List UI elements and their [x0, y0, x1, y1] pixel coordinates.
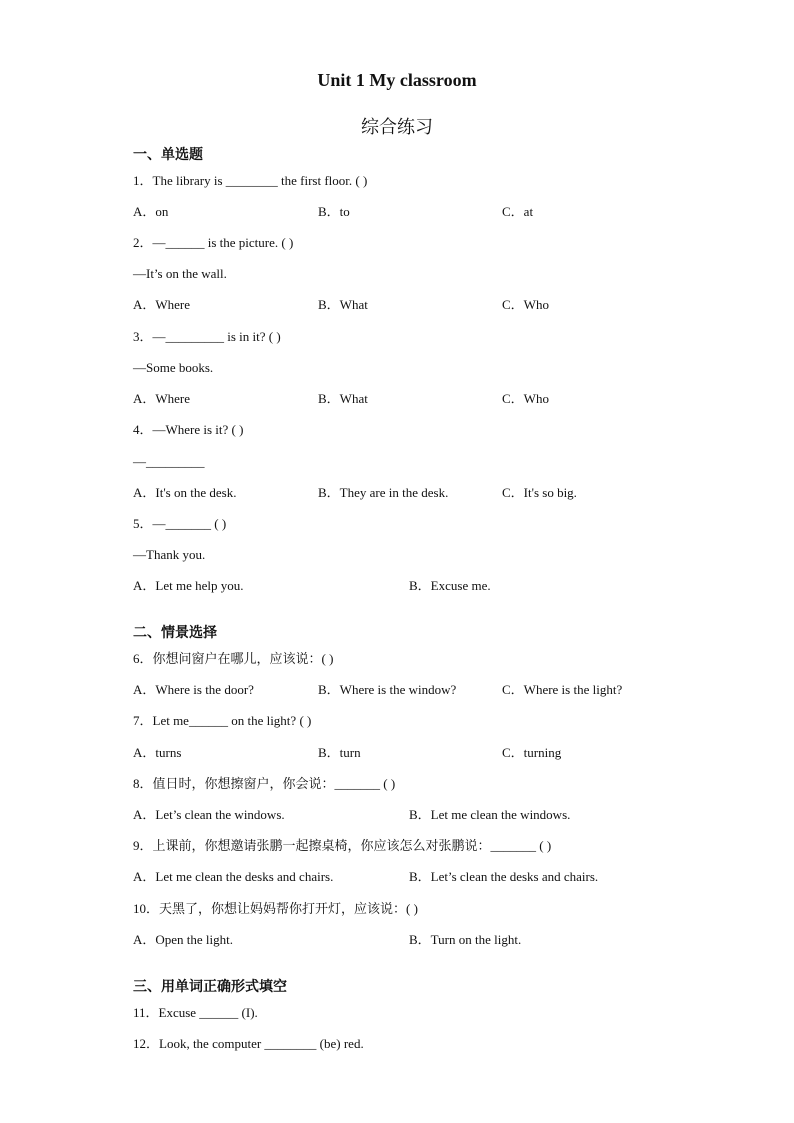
question-8-stem: 8．值日时，你想擦窗户，你会说：_______ ( ) [133, 776, 396, 791]
page-subtitle: 综合练习 [361, 117, 433, 138]
section-heading-word-form: 三、用单词正确形式填空 [133, 979, 287, 995]
question-4-reply: —_________ [133, 454, 205, 469]
question-6-option-a: A．Where is the door? [133, 682, 254, 697]
question-12-stem: 12．Look, the computer ________ (be) red. [133, 1036, 364, 1051]
question-2-option-a: A．Where [133, 297, 191, 312]
question-2-option-c: C．Who [502, 297, 549, 312]
question-2-stem: 2．—______ is the picture. ( ) [133, 235, 294, 250]
question-7-stem: 7．Let me______ on the light? ( ) [133, 713, 312, 728]
question-10-option-a: A．Open the light. [133, 932, 234, 947]
question-1-option-b: B．to [318, 204, 350, 219]
question-8-option-b: B．Let me clean the windows. [409, 807, 571, 822]
question-9-option-b: B．Let’s clean the desks and chairs. [409, 869, 599, 884]
question-7-option-c: C．turning [502, 745, 562, 760]
question-1-stem: 1．The library is ________ the first floor. ( ) [133, 173, 368, 188]
question-1-option-a: A．on [133, 204, 169, 219]
question-3-stem: 3．—_________ is in it? ( ) [133, 329, 281, 344]
question-5-reply: —Thank you. [133, 547, 206, 562]
question-9-option-a: A．Let me clean the desks and chairs. [133, 869, 334, 884]
question-7-option-a: A．turns [133, 745, 182, 760]
question-10-option-b: B．Turn on the light. [409, 932, 522, 947]
question-1-option-c: C．at [502, 204, 534, 219]
question-2-option-b: B．What [318, 297, 368, 312]
question-6-option-c: C．Where is the light? [502, 682, 623, 697]
question-6-option-b: B．Where is the window? [318, 682, 457, 697]
question-4-stem: 4．—Where is it? ( ) [133, 422, 244, 437]
question-5-option-a: A．Let me help you. [133, 578, 244, 593]
question-5-stem: 5．—_______ ( ) [133, 516, 227, 531]
question-9-stem: 9．上课前，你想邀请张鹏一起擦桌椅，你应该怎么对张鹏说：_______ ( ) [133, 838, 552, 853]
question-11-stem: 11．Excuse ______ (I). [133, 1005, 258, 1020]
question-5-option-b: B．Excuse me. [409, 578, 491, 593]
question-8-option-a: A．Let’s clean the windows. [133, 807, 285, 822]
question-4-option-b: B．They are in the desk. [318, 485, 449, 500]
question-3-option-c: C．Who [502, 391, 549, 406]
page-title: Unit 1 My classroom [317, 70, 477, 90]
question-4-option-a: A．It's on the desk. [133, 485, 237, 500]
question-2-reply: —It’s on the wall. [133, 266, 227, 281]
question-3-option-b: B．What [318, 391, 368, 406]
question-4-option-c: C．It's so big. [502, 485, 577, 500]
question-6-stem: 6．你想问窗户在哪儿，应该说：( ) [133, 651, 334, 666]
question-3-reply: —Some books. [133, 360, 214, 375]
question-10-stem: 10．天黑了，你想让妈妈帮你打开灯，应该说：( ) [133, 901, 418, 916]
section-heading-single-choice: 一、单选题 [133, 147, 203, 163]
question-7-option-b: B．turn [318, 745, 361, 760]
section-heading-situational-choice: 二、情景选择 [133, 625, 217, 641]
question-3-option-a: A．Where [133, 391, 191, 406]
